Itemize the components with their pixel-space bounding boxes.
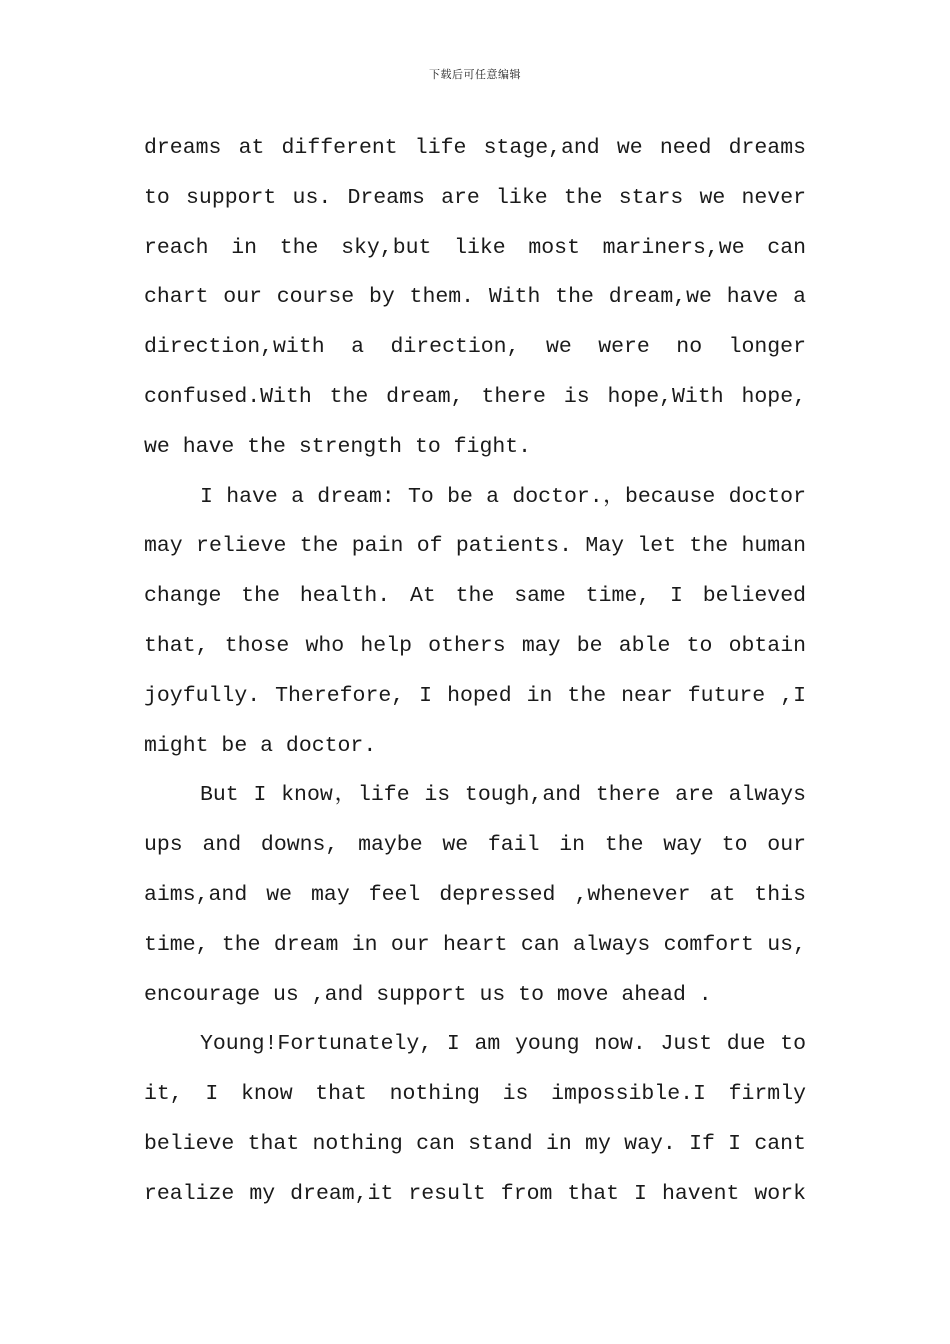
text-line: realize my dream,it result from that I havent work bbox=[144, 1181, 806, 1206]
page-header: 下载后可任意编辑 bbox=[429, 68, 521, 81]
text-line: aims,and we may feel depressed ,whenever at this bbox=[144, 882, 806, 907]
text-line: may relieve the pain of patients. May let the human bbox=[144, 534, 806, 559]
text-line: But I know，life is tough,and there are always bbox=[200, 783, 806, 808]
text-line: confused.With the dream, there is hope,With hope, bbox=[144, 384, 806, 409]
text-line: it, I know that nothing is impossible.I firmly bbox=[144, 1082, 806, 1107]
text-line: encourage us ,and support us to move ahead . bbox=[144, 982, 712, 1007]
paragraph-2 bbox=[144, 473, 806, 772]
text-line: ups and downs, maybe we fail in the way to our bbox=[144, 833, 806, 858]
text-line: joyfully. Therefore, I hoped in the near future ,I bbox=[144, 683, 806, 708]
text-line: to support us. Dreams are like the stars we never bbox=[144, 185, 806, 210]
text-line: we have the strength to fight. bbox=[144, 434, 532, 459]
text-line: time, the dream in our heart can always comfort us, bbox=[144, 932, 806, 957]
body-text bbox=[144, 124, 806, 1220]
text-line: dreams at different life stage,and we need dreams bbox=[144, 136, 806, 160]
text-line: direction,with a direction, we were no longer bbox=[144, 335, 806, 360]
paragraph-4 bbox=[144, 1020, 806, 1219]
paragraph-3 bbox=[144, 771, 806, 1020]
paragraph-1 bbox=[144, 124, 806, 473]
text-line: chart our course by them. With the dream,we have a bbox=[144, 285, 806, 310]
text-line: might be a doctor. bbox=[144, 733, 377, 758]
text-line: reach in the sky,but like most mariners,we can bbox=[144, 235, 806, 260]
text-line: believe that nothing can stand in my way. If I cant bbox=[144, 1131, 806, 1156]
text-line: that, those who help others may be able to obtain bbox=[144, 633, 806, 658]
text-line: I have a dream: To be a doctor.，because doctor bbox=[200, 484, 806, 509]
text-line: change the health. At the same time, I believed bbox=[144, 584, 806, 609]
text-line: Young!Fortunately, I am young now. Just due to bbox=[200, 1032, 806, 1057]
